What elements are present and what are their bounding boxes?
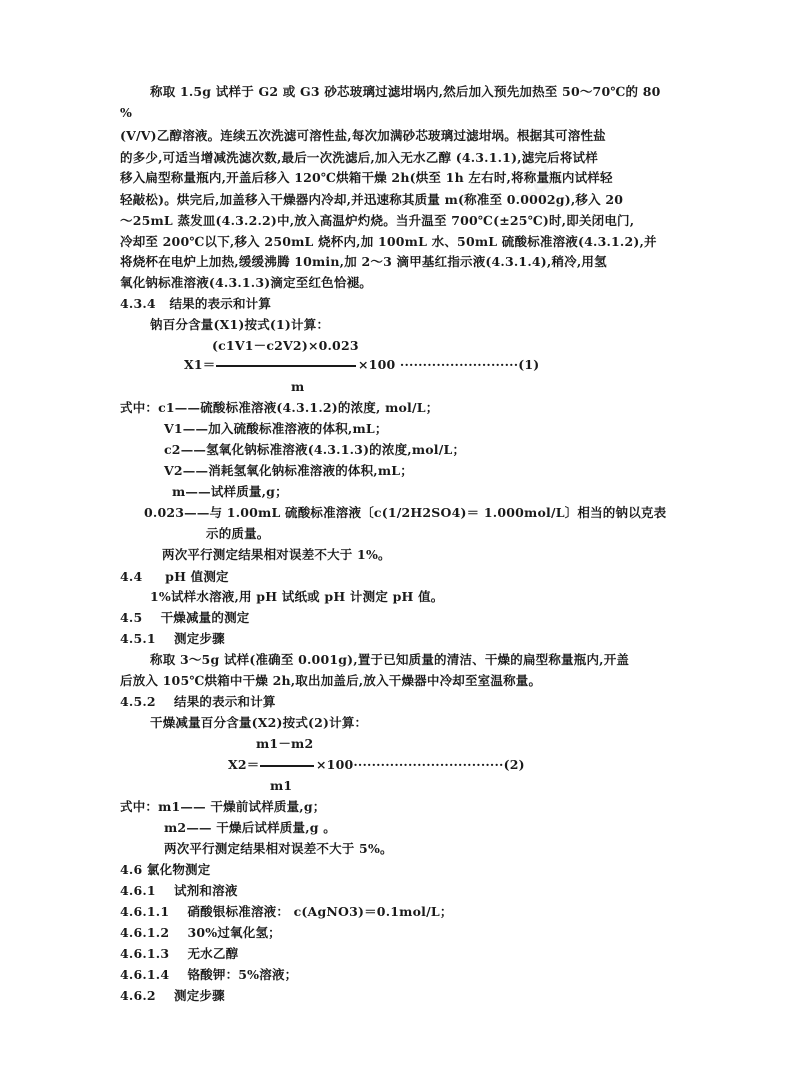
note: 两次平行测定结果相对误差不大于 1%。: [162, 547, 391, 562]
variable-definition: c2——氢氧化钠标准溶液(4.3.1.3)的浓度,mol/L；: [164, 442, 466, 457]
variable-definition-continuation: 示的质量。: [206, 526, 270, 541]
section-number: 4.6.1: [120, 883, 156, 898]
paragraph-line: 轻敲松)。烘完后,加盖移入干燥器内冷却,并迅速称其质量 m(称准至 0.0002g),移入 20: [120, 192, 624, 207]
section-heading: [120, 694, 276, 710]
section-title: 干燥减量的测定: [160, 610, 250, 625]
variable-definition: 0.023——与 1.00mL 硫酸标准溶液〔c(1/2H2SO4)＝ 1.000mol/L〕相当的钠以克表: [144, 505, 667, 520]
section-heading: [120, 904, 453, 920]
section-title: 试剂和溶液: [174, 883, 238, 898]
formula-lhs: X2＝: [228, 757, 260, 772]
section-number: 4.6.1.2: [120, 925, 170, 940]
paragraph-line: 的多少,可适当增减洗滤次数,最后一次洗滤后,加入无水乙醇 (4.3.1.1),滤完后将试样: [120, 150, 598, 165]
section-title: 氯化物测定: [146, 862, 211, 877]
formula-rhs: ×100 ··························(1): [358, 357, 540, 372]
variable-definition: m——试样质量,g；: [172, 484, 288, 499]
paragraph-line: 冷却至 200℃以下,移入 250mL 烧杯内,加 100mL 水、50mL 硫酸标准溶液(4.3.1.2),并: [120, 234, 657, 249]
section-title: pH 值测定: [165, 569, 229, 584]
section-title: 30%过氧化氢；: [187, 925, 281, 940]
formula-intro: 钠百分含量(X1)按式(1)计算：: [150, 317, 330, 332]
formula-denominator: m: [291, 379, 305, 394]
section-title: 结果的表示和计算: [169, 296, 272, 311]
section-number: 4.6.1.3: [120, 946, 170, 961]
watermark: 文: [512, 154, 568, 215]
paragraph-line: 将烧杯在电炉上加热,缓缓沸腾 10min,加 2～3 滴甲基红指示液(4.3.1.4),稍冷,用氢: [120, 254, 607, 269]
section-heading: [120, 988, 225, 1004]
paragraph-line: 移入扁型称量瓶内,开盖后移入 120℃烘箱干燥 2h(烘至 1h 左右时,将称量瓶内试样轻: [120, 170, 613, 185]
section-heading: [120, 862, 210, 878]
section-number: 4.5: [120, 610, 143, 625]
section-title: 测定步骤: [174, 988, 225, 1003]
formula-lhs: X1＝: [184, 357, 216, 372]
paragraph-line: 称取 3～5g 试样(准确至 0.001g),置于已知质量的清洁、干燥的扁型称量瓶内,开盖: [150, 652, 630, 667]
variable-definition: V2——消耗氢氧化钠标准溶液的体积,mL；: [164, 463, 413, 478]
section-number: 4.6.2: [120, 988, 156, 1003]
section-heading: [120, 296, 271, 312]
section-heading: [120, 631, 225, 647]
section-title: 铬酸钾：5%溶液；: [187, 967, 298, 982]
formula-numerator: (c1V1－c2V2)×0.023: [212, 338, 359, 353]
formula-numerator: m1－m2: [256, 736, 314, 751]
section-number: 4.5.1: [120, 631, 156, 646]
section-heading: [120, 946, 238, 962]
paragraph-line: 1%试样水溶液,用 pH 试纸或 pH 计测定 pH 值。: [150, 589, 444, 604]
variable-definition: 式中：c1——硫酸标准溶液(4.3.1.2)的浓度, mol/L；: [120, 400, 439, 415]
section-heading: [120, 569, 229, 585]
paragraph-line: ～25mL 蒸发皿(4.3.2.2)中,放入高温炉灼烧。当升温至 700℃(±25℃)时,即关闭电门,: [120, 213, 635, 228]
section-title: 硝酸银标准溶液： c(AgNO3)＝0.1mol/L；: [187, 904, 453, 919]
section-title: 结果的表示和计算: [174, 694, 276, 709]
formula-denominator: m1: [270, 778, 293, 793]
variable-definition: V1——加入硫酸标准溶液的体积,mL；: [164, 421, 388, 436]
section-number: 4.6.1.4: [120, 967, 170, 982]
variable-definition: m2—— 干燥后试样质量,g 。: [164, 820, 336, 835]
fraction-bar: [216, 365, 356, 367]
section-number: 4.3.4: [120, 296, 156, 311]
section-heading: [120, 883, 238, 899]
section-number: 4.4: [120, 569, 143, 584]
section-title: 测定步骤: [174, 631, 225, 646]
note: 两次平行测定结果相对误差不大于 5%。: [164, 841, 393, 856]
section-heading: [120, 925, 281, 941]
section-heading: [120, 610, 249, 626]
section-number: 4.6: [120, 862, 143, 877]
paragraph-line: 称取 1.5g 试样于 G2 或 G3 砂芯玻璃过滤坩埚内,然后加入预先加热至 50～70℃的 80: [150, 84, 661, 99]
paragraph-line: %: [120, 105, 133, 120]
paragraph-line: 后放入 105℃烘箱中干燥 2h,取出加盖后,放入干燥器中冷却至室温称量。: [120, 673, 542, 688]
section-number: 4.5.2: [120, 694, 156, 709]
section-title: 无水乙醇: [187, 946, 239, 961]
section-heading: [120, 967, 297, 983]
section-number: 4.6.1.1: [120, 904, 170, 919]
variable-definition: 式中：m1—— 干燥前试样质量,g；: [120, 799, 326, 814]
fraction-bar: [260, 765, 314, 767]
formula-rhs: ×100·································(2): [316, 757, 525, 772]
paragraph-line: 氧化钠标准溶液(4.3.1.3)滴定至红色恰褪。: [120, 275, 372, 290]
paragraph-line: (V/V)乙醇溶液。连续五次洗滤可溶性盐,每次加满砂芯玻璃过滤坩埚。根据其可溶性盐: [120, 128, 606, 143]
formula-intro: 干燥减量百分含量(X2)按式(2)计算：: [150, 715, 368, 730]
